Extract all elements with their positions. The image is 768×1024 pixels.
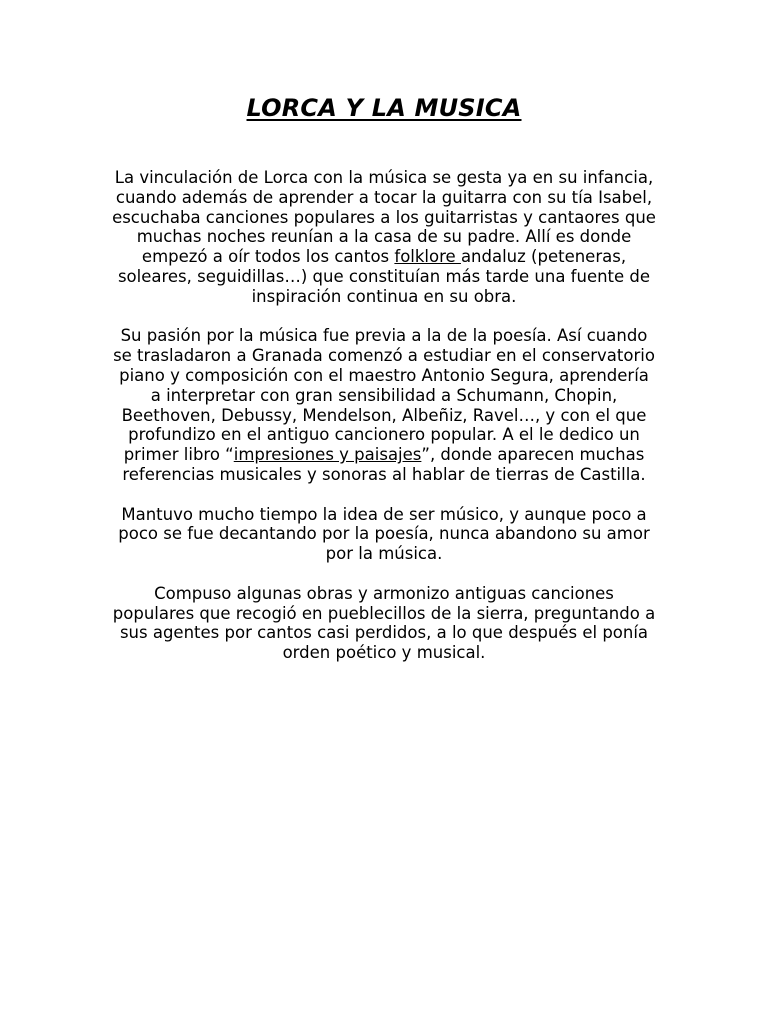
paragraph-2-text-2: ”, donde aparecen muchas referencias musicales y sonoras al hablar de tierras de Castilla. bbox=[122, 445, 646, 484]
link-impresiones-y-paisajes: impresiones y paisajes bbox=[233, 445, 422, 465]
paragraph-1 bbox=[112, 168, 656, 307]
paragraph-2-text-1: Su pasión por la música fue previa a la de la poesía. Así cuando se trasladaron a Granada comenzó a estudiar en el conservatorio piano y composición con el maestro Antonio Segura, aprendería a interpretar con gran sensibilidad a Schumann, Chopin, Beethoven, Debussy, Mendelson, Albeñiz, Ravel…, y con el que profundizo en el antiguo cancionero popular. A el le dedico un primer libro “ bbox=[113, 326, 655, 465]
paragraph-1-text-2: andaluz (peteneras, soleares, seguidillas…) que constituían más tarde una fuente de inspiración continua en su obra. bbox=[117, 247, 651, 306]
paragraph-1-text-1: La vinculación de Lorca con la música se gesta ya en su infancia, cuando además de aprender a tocar la guitarra con su tía Isabel, escuchaba canciones populares a los guitarristas y cantaores que muchas noches reunían a la casa de su padre. Allí es donde empezó a oír todos los cantos bbox=[112, 168, 656, 267]
paragraph-4 bbox=[112, 584, 656, 663]
paragraph-3-text-1: Mantuvo mucho tiempo la idea de ser músico, y aunque poco a poco se fue decantando por la poesía, nunca abandono su amor por la música. bbox=[118, 504, 650, 564]
document-title: LORCA Y LA MUSICA bbox=[246, 94, 522, 122]
paragraph-4-text-1: Compuso algunas obras y armonizo antiguas canciones populares que recogió en pueblecillos de la sierra, preguntando a sus agentes por cantos casi perdidos, a lo que después el ponía orden poético y musical. bbox=[112, 583, 656, 663]
link-folklore: folklore bbox=[394, 247, 461, 267]
paragraph-3 bbox=[112, 505, 656, 564]
document-body bbox=[112, 168, 656, 683]
paragraph-2 bbox=[112, 326, 656, 484]
